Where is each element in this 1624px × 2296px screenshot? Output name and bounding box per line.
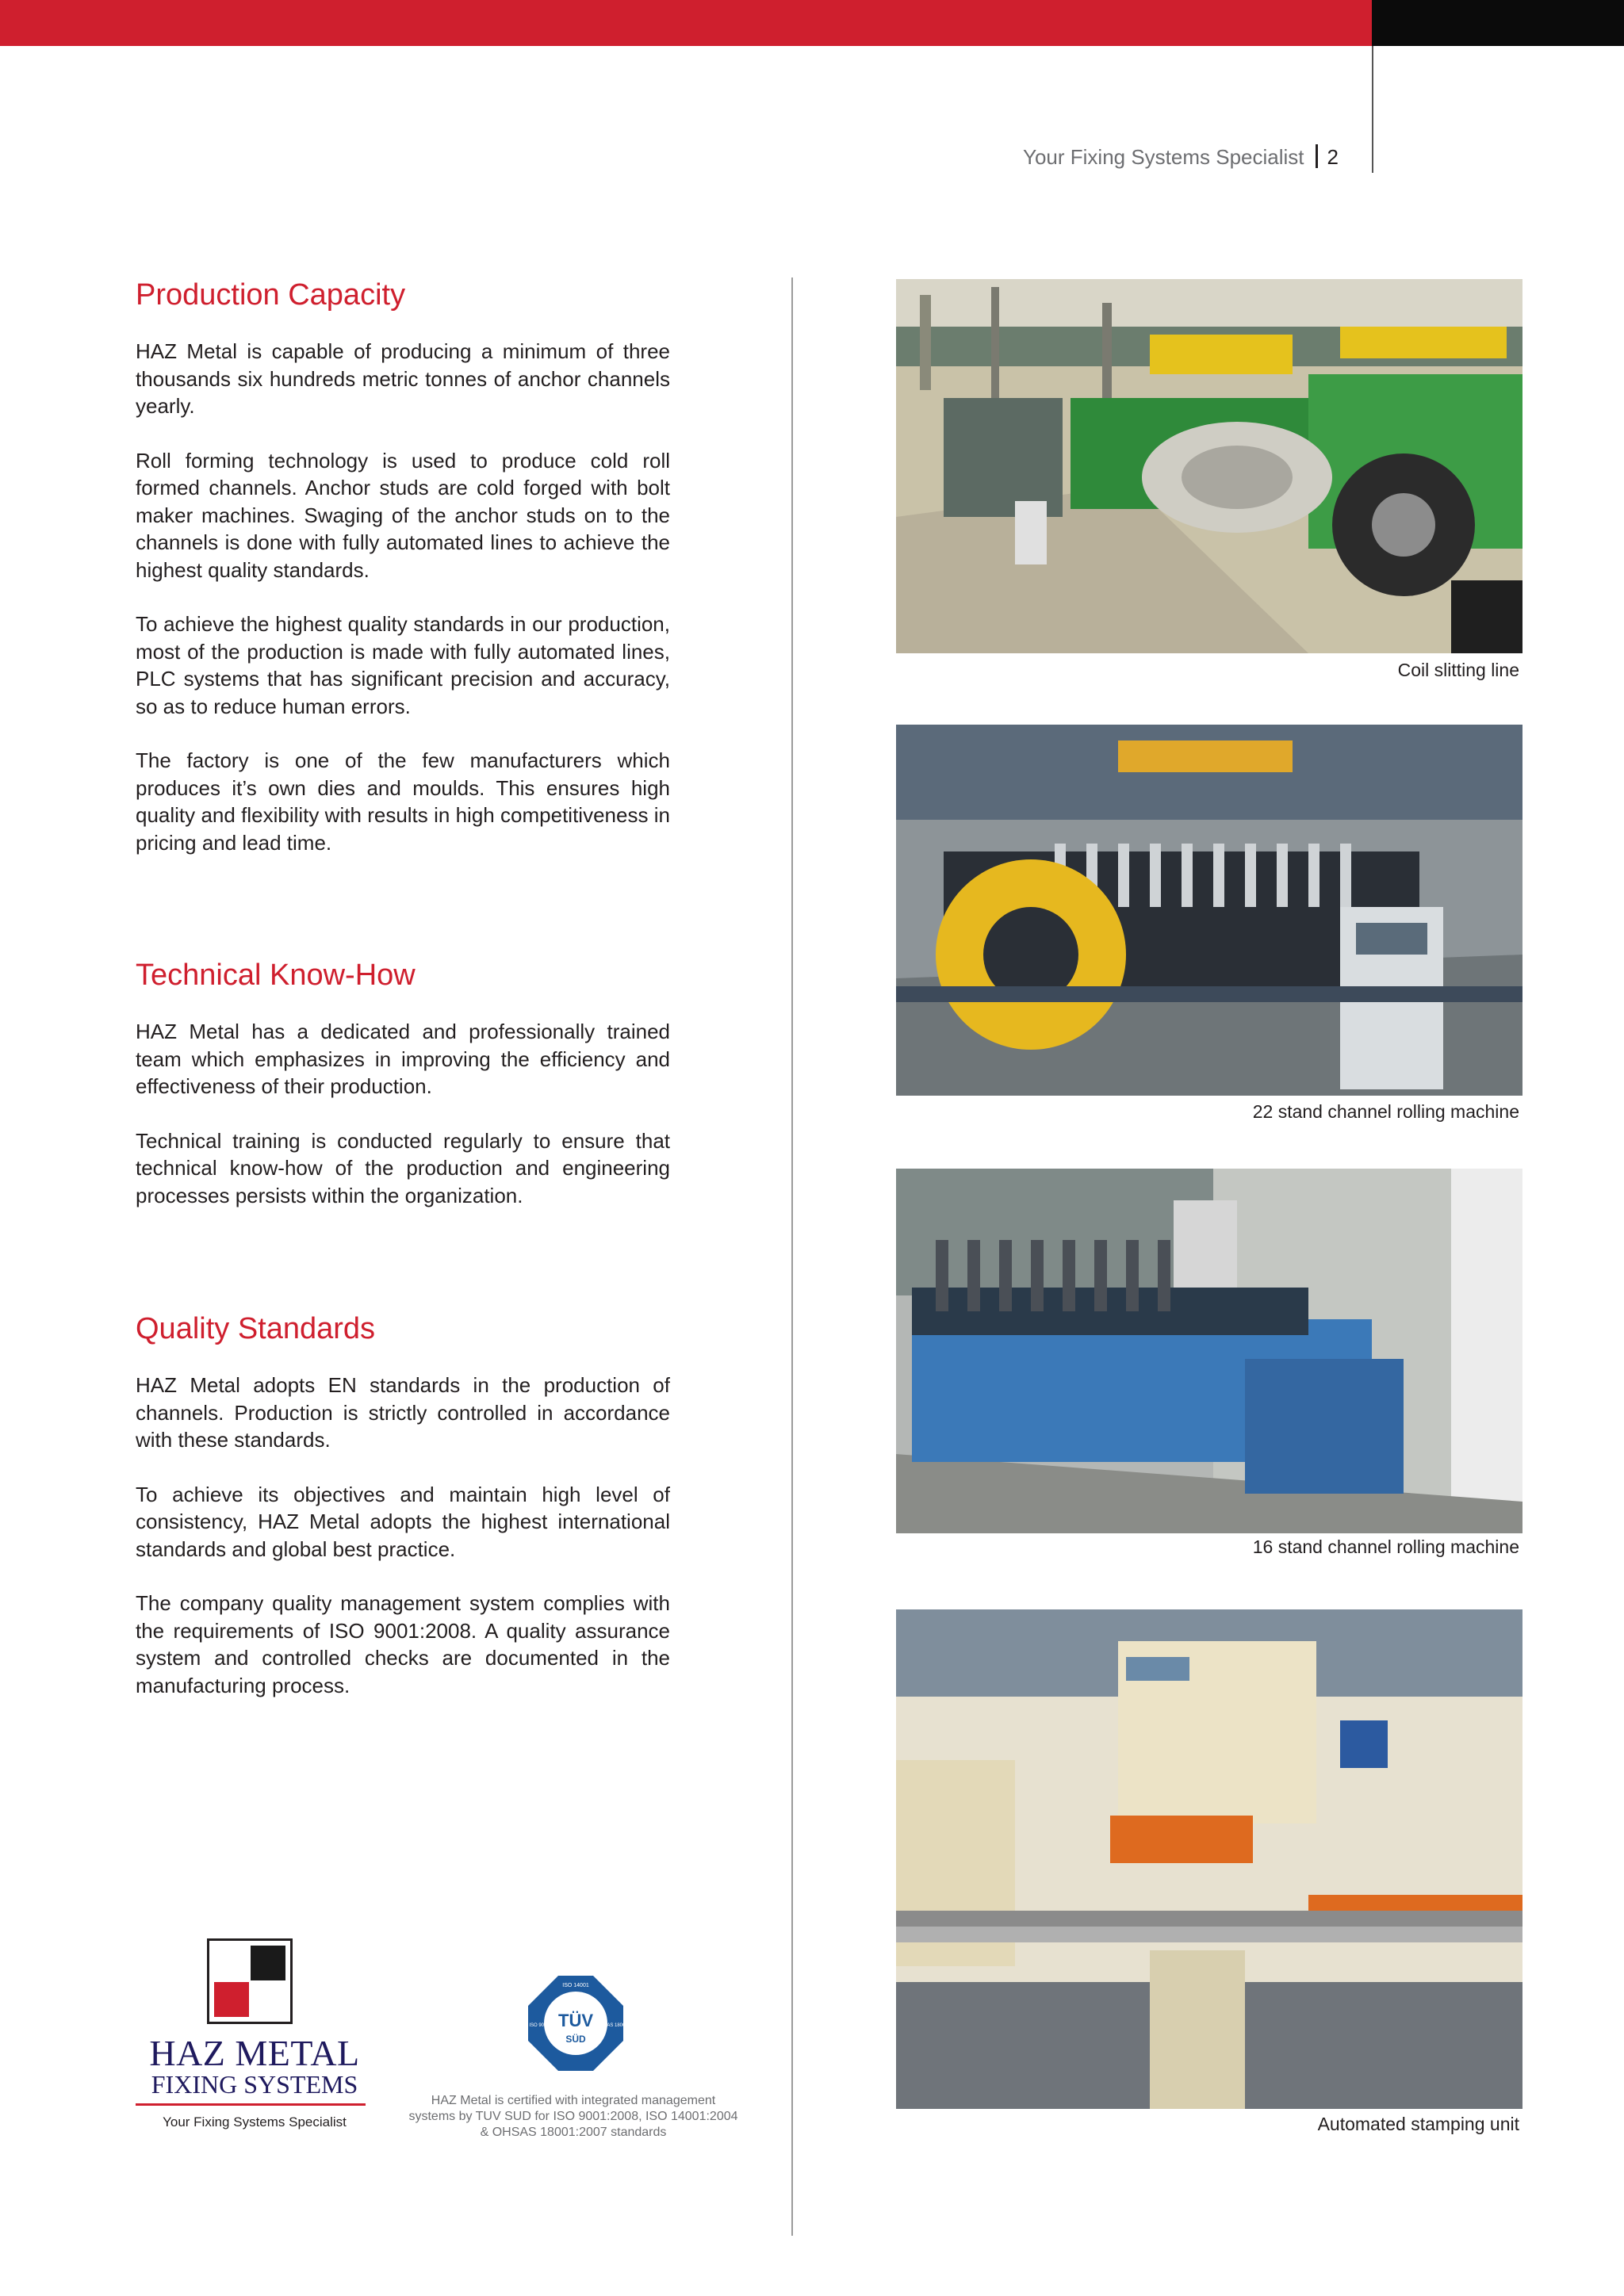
section-technical-know-how xyxy=(136,956,670,1236)
logo-underline xyxy=(136,2103,366,2106)
section-title: Production Capacity xyxy=(136,278,406,312)
photo-coil-slitting-line xyxy=(896,279,1522,653)
paragraph: To achieve its objectives and maintain high level of consistency, HAZ Metal adopts the highest international standards and global best practice. xyxy=(136,1482,670,1561)
factory-photo-illustration xyxy=(896,279,1522,653)
paragraph: The factory is one of the few manufacturers which produces it’s own dies and moulds. This ensures high quality and flexibility with results in high competitiveness in pricing and lead time. xyxy=(136,748,670,855)
header-tagline: Your Fixing Systems Specialist xyxy=(1023,145,1304,169)
paragraph: Technical training is conducted regularly to ensure that technical know-how of the production and engineering processes persists within the organization. xyxy=(136,1128,670,1207)
logo-mark xyxy=(207,1938,293,2024)
paragraph: To achieve the highest quality standards in our production, most of the production is made with fully automated lines, PLC systems that has significant precision and accuracy, so as to reduce human errors. xyxy=(136,612,670,718)
header-divider xyxy=(1372,46,1373,173)
paragraph: The company quality management system complies with the requirements of ISO 9001:2008. A quality assurance system and controlled checks are documented in the manufacturing process. xyxy=(136,1591,670,1697)
factory-photo-illustration xyxy=(896,1169,1522,1533)
paragraph: HAZ Metal is capable of producing a minimum of three thousands six hundreds metric tonnes of anchor channels yearly. xyxy=(136,339,670,418)
section-quality-standards xyxy=(136,1310,670,1726)
running-header xyxy=(1023,144,1339,170)
section-title: Quality Standards xyxy=(136,1312,376,1345)
paragraph: HAZ Metal has a dedicated and professionally trained team which emphasizes in improving the efficiency and effectiveness of their production. xyxy=(136,1020,670,1098)
paragraph: Roll forming technology is used to produce cold roll formed channels. Anchor studs are cold forged with bolt maker machines. Swaging of the anchor studs on to the channels is done with fully automated lines to achieve the highest quality standards. xyxy=(136,448,670,582)
column-divider xyxy=(791,277,793,2236)
photo-caption: Automated stamping unit xyxy=(1317,2114,1519,2134)
certification-note: HAZ Metal is certified with integrated management systems by TUV SUD for ISO 9001:2008, ISO 14001:2004 & OHSAS 18001:2007 standards xyxy=(408,2094,738,2139)
photo-caption: Coil slitting line xyxy=(1397,660,1519,680)
top-black-bar xyxy=(1372,0,1624,46)
factory-photo-illustration xyxy=(896,725,1522,1096)
photo-16-stand-rolling-machine xyxy=(896,1169,1522,1533)
header-separator xyxy=(1316,144,1318,168)
tuv-seal-icon xyxy=(527,1974,625,2072)
top-red-bar xyxy=(0,0,1372,46)
photo-automated-stamping-unit xyxy=(896,1609,1522,2109)
svg-text:ISO 9001: ISO 9001 xyxy=(529,2023,550,2028)
svg-text:ISO 14001: ISO 14001 xyxy=(562,1983,589,1988)
logo-subtitle: FIXING SYSTEMS xyxy=(151,2070,358,2099)
photo-caption: 16 stand channel rolling machine xyxy=(1252,1536,1519,1557)
page-number: 2 xyxy=(1327,145,1339,169)
logo-name: HAZ METAL xyxy=(149,2033,360,2073)
tuv-certification-badge xyxy=(527,1974,625,2072)
logo-tagline: Your Fixing Systems Specialist xyxy=(163,2114,347,2130)
paragraph: HAZ Metal adopts EN standards in the production of channels. Production is strictly controlled in accordance with these standards. xyxy=(136,1373,670,1452)
section-production-capacity xyxy=(136,276,670,883)
photo-22-stand-rolling-machine xyxy=(896,725,1522,1096)
photo-caption: 22 stand channel rolling machine xyxy=(1252,1101,1519,1122)
factory-photo-illustration xyxy=(896,1609,1522,2109)
section-title: Technical Know-How xyxy=(136,959,416,992)
svg-text:OHSAS 18001: OHSAS 18001 xyxy=(596,2023,625,2028)
svg-text:TÜV: TÜV xyxy=(558,2011,593,2030)
svg-text:SÜD: SÜD xyxy=(565,2034,586,2045)
